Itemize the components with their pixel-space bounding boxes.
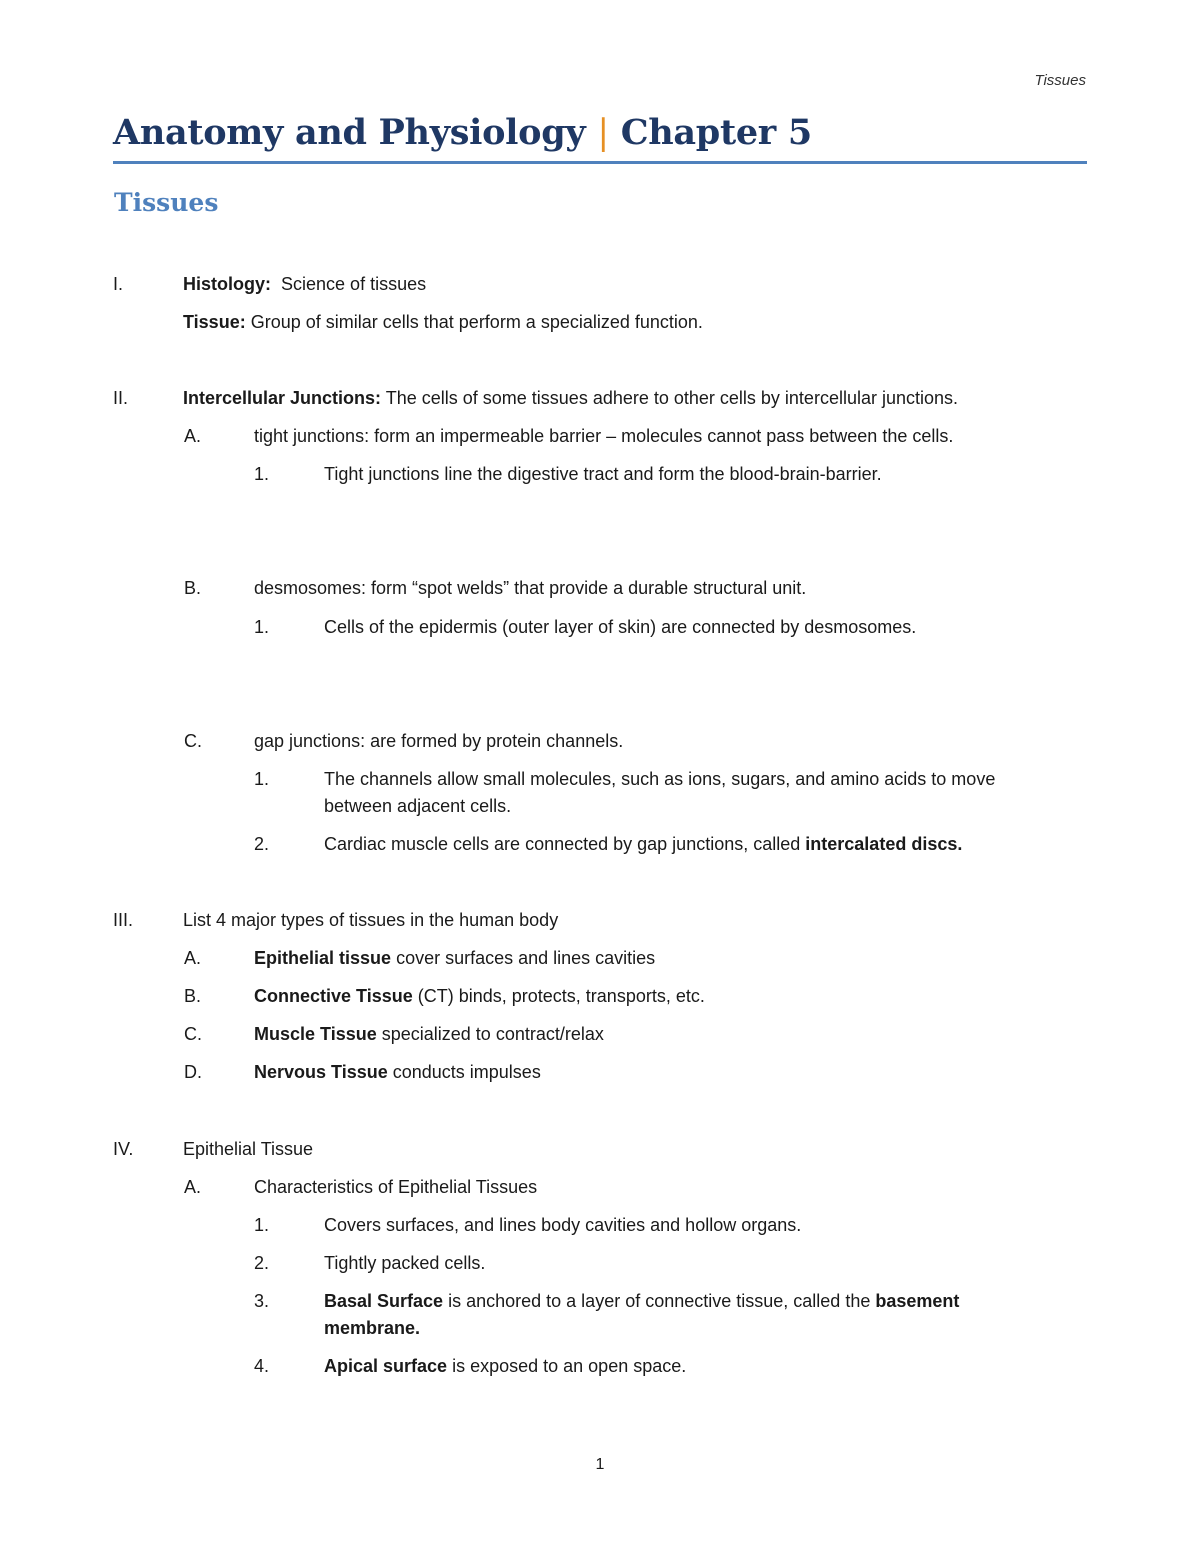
running-header: Tissues xyxy=(1034,72,1086,89)
outline-number: 3. xyxy=(254,1291,270,1311)
text-run: (CT) binds, protects, transports, etc. xyxy=(417,986,705,1006)
outline-text xyxy=(183,271,426,298)
outline-text xyxy=(324,1288,1024,1342)
text-run: conducts impulses xyxy=(392,1062,541,1082)
outline-letter: C. xyxy=(184,1024,202,1044)
term: Intercellular Junctions: xyxy=(183,388,382,408)
outline-number: IV. xyxy=(113,1139,134,1159)
outline-text: The channels allow small molecules, such as ions, sugars, and amino acids to move between adjacent cells. xyxy=(324,769,996,816)
outline-text xyxy=(254,983,705,1010)
outline-number: 2. xyxy=(254,834,270,854)
outline-letter: D. xyxy=(184,1062,202,1082)
page-number: 1 xyxy=(595,1456,605,1473)
outline-text xyxy=(324,1353,686,1380)
term: Apical surface xyxy=(324,1356,448,1376)
text-run: is exposed to an open space. xyxy=(452,1356,687,1376)
page-title xyxy=(113,112,812,153)
outline-number: 1. xyxy=(254,769,270,789)
outline-item-4a3 xyxy=(0,1288,1200,1348)
text-run: is anchored to a layer of connective tissue, called the xyxy=(448,1291,871,1311)
term: Histology: xyxy=(183,274,271,294)
text-run: specialized to contract/relax xyxy=(381,1024,604,1044)
outline-letter: C. xyxy=(184,731,202,751)
title-main: Anatomy and Physiology xyxy=(113,112,586,153)
section-heading: Tissues xyxy=(114,188,219,217)
outline-text: Tightly packed cells. xyxy=(324,1253,486,1273)
outline-number: 1. xyxy=(254,1215,270,1235)
definition: Science of tissues xyxy=(281,274,427,294)
outline-text: Tight junctions line the digestive tract and form the blood-brain-barrier. xyxy=(324,464,882,484)
outline-letter: B. xyxy=(184,578,202,598)
outline-letter: A. xyxy=(184,1177,202,1197)
term: Nervous Tissue xyxy=(254,1062,388,1082)
term: Epithelial tissue xyxy=(254,948,392,968)
outline-number: III. xyxy=(113,910,134,930)
title-chapter: Chapter 5 xyxy=(620,112,812,153)
outline-item-2c1 xyxy=(0,766,1200,826)
title-rule xyxy=(113,161,1087,164)
outline-text: desmosomes: form “spot welds” that provide a durable structural unit. xyxy=(254,578,807,598)
outline-number: II. xyxy=(113,388,129,408)
outline-number: I. xyxy=(113,274,124,294)
outline-number: 4. xyxy=(254,1356,270,1376)
definition: The cells of some tissues adhere to other cells by intercellular junctions. xyxy=(385,388,959,408)
outline-text: Covers surfaces, and lines body cavities and hollow organs. xyxy=(324,1215,802,1235)
term: Muscle Tissue xyxy=(254,1024,377,1044)
term: basement membrane. xyxy=(324,1291,960,1338)
outline-text: Cells of the epidermis (outer layer of skin) are connected by desmosomes. xyxy=(324,617,917,637)
outline-text: List 4 major types of tissues in the human body xyxy=(183,910,559,930)
title-separator: | xyxy=(597,113,609,153)
outline-number: 2. xyxy=(254,1253,270,1273)
text-run: cover surfaces and lines cavities xyxy=(396,948,656,968)
outline-text: Epithelial Tissue xyxy=(183,1139,314,1159)
term: Connective Tissue xyxy=(254,986,413,1006)
outline-text xyxy=(254,1059,541,1086)
outline-letter: B. xyxy=(184,986,202,1006)
outline-text xyxy=(254,1021,604,1048)
outline-text: Characteristics of Epithelial Tissues xyxy=(254,1177,538,1197)
outline-number: 1. xyxy=(254,464,270,484)
text-run: Cardiac muscle cells are connected by gap junctions, called xyxy=(324,834,801,854)
outline-number: 1. xyxy=(254,617,270,637)
outline-item-1-tissue xyxy=(183,309,703,336)
term: Basal Surface xyxy=(324,1291,444,1311)
outline-text: gap junctions: are formed by protein channels. xyxy=(254,731,624,751)
outline-text xyxy=(324,831,962,858)
outline-letter: A. xyxy=(184,948,202,968)
outline-text xyxy=(183,385,958,412)
outline-letter: A. xyxy=(184,426,202,446)
definition: Group of similar cells that perform a specialized function. xyxy=(250,312,703,332)
outline-text: tight junctions: form an impermeable barrier – molecules cannot pass between the cells. xyxy=(254,426,954,446)
outline-text xyxy=(254,945,655,972)
term: intercalated discs. xyxy=(805,834,963,854)
term: Tissue: xyxy=(183,312,246,332)
